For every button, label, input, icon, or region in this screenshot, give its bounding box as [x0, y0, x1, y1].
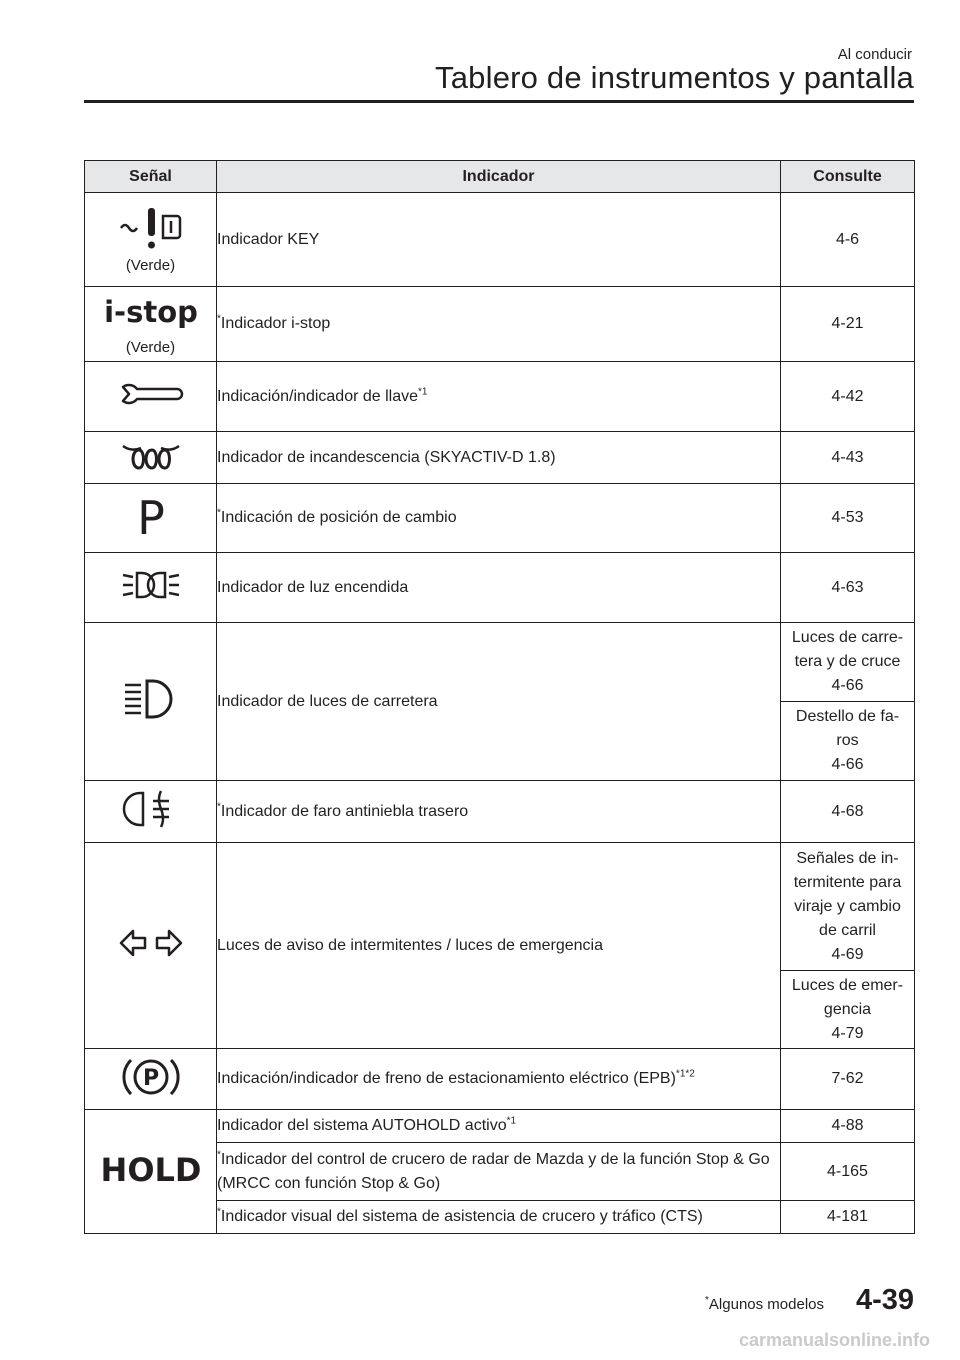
reference-page: 4-42	[781, 362, 915, 432]
table-row	[85, 781, 915, 843]
footnote-marker: *1	[506, 1115, 517, 1127]
shift-position-p-text: P	[136, 490, 165, 545]
header-divider	[84, 100, 914, 103]
reference-page: 4-66	[831, 677, 864, 694]
rear-fog-icon	[123, 787, 179, 831]
indicator-name: Indicador i-stop	[220, 315, 331, 332]
footnote-star: *	[217, 801, 221, 813]
high-beam-icon	[119, 677, 183, 721]
hold-icon-text: HOLD	[100, 1151, 201, 1189]
section-label: Al conducir	[837, 46, 912, 63]
column-header-consult: Consulte	[781, 161, 915, 193]
indicator-name: Luces de aviso de intermitentes / luces de emergencia	[217, 843, 781, 1049]
footnote-marker: *1*2	[675, 1068, 695, 1080]
reference-page: 4-63	[781, 553, 915, 623]
table-row	[85, 1049, 915, 1110]
reference-page: 4-69	[831, 945, 864, 963]
footnote-star: *	[217, 1149, 221, 1161]
footnote-marker: *1	[418, 386, 428, 398]
indicator-name: Indicador de luz encendida	[217, 553, 781, 623]
wrench-icon	[119, 379, 183, 409]
footnote-star: *	[705, 1295, 709, 1306]
indicator-name: Indicador del sistema AUTOHOLD activo	[217, 1117, 507, 1134]
reference-page: 4-6	[781, 193, 915, 287]
table-row	[85, 623, 915, 702]
footnote-star: *	[217, 313, 221, 325]
lights-on-icon	[119, 565, 183, 605]
reference-page: 4-68	[781, 781, 915, 843]
indicator-name: Indicador del control de crucero de radar de Mazda y de la función Stop & Go (MRCC con función Stop & Go)	[217, 1150, 770, 1192]
icon-color-note: (Verde)	[125, 339, 176, 356]
footnote-text: Algunos modelos	[708, 1296, 824, 1313]
indicator-name: Indicador visual del sistema de asistencia de crucero y tráfico (CTS)	[220, 1208, 703, 1225]
table-row	[85, 1110, 915, 1143]
table-row	[85, 553, 915, 623]
page-number: 4-39	[855, 1284, 914, 1316]
indicator-name: Indicador de faro antiniebla trasero	[220, 802, 469, 820]
reference-page: 4-79	[831, 1024, 864, 1042]
reference-page: 7-62	[781, 1049, 915, 1110]
table-row	[85, 843, 915, 971]
column-header-signal: Señal	[85, 161, 217, 193]
footnote-star: *	[217, 507, 221, 519]
turn-signal-icon	[117, 926, 185, 960]
watermark: carmanualsonline.info	[738, 1330, 930, 1350]
reference-label: Luces de emer- gencia	[791, 976, 904, 1018]
table-row	[85, 287, 915, 362]
electric-parking-brake-icon	[119, 1054, 183, 1100]
reference-page: 4-53	[781, 484, 915, 553]
reference-page: 4-21	[781, 287, 915, 362]
table-row	[85, 193, 915, 287]
indicator-name: Indicador de incandescencia (SKYACTIV-D 1.8)	[217, 432, 781, 484]
reference-label: Señales de in- termitente para viraje y cambio de carril	[793, 849, 902, 939]
shift-position-p-icon	[131, 490, 171, 545]
icon-color-note: (Verde)	[125, 256, 176, 274]
table-row	[85, 484, 915, 553]
indicator-name: Indicación/indicador de llave	[217, 387, 419, 405]
reference-page: 4-66	[831, 756, 864, 773]
parking-brake-p-text: P	[142, 1065, 159, 1091]
glow-plug-icon	[119, 438, 183, 472]
indicator-table	[84, 160, 915, 1234]
indicator-name: Indicador KEY	[217, 193, 781, 287]
reference-label: Destello de fa- ros	[795, 708, 900, 749]
i-stop-icon-text: i-stop	[103, 295, 198, 329]
table-row	[85, 432, 915, 484]
footnote-legend	[624, 1296, 824, 1313]
key-warning-icon	[117, 206, 185, 250]
i-stop-icon	[103, 292, 198, 332]
reference-label: Luces de carre- tera y de cruce	[791, 629, 904, 670]
reference-page: 4-88	[781, 1110, 915, 1143]
reference-page: 4-181	[781, 1201, 915, 1234]
footnote-star: *	[217, 1206, 221, 1218]
table-header-row	[85, 161, 915, 193]
indicator-name: Indicación/indicador de freno de estacionamiento eléctrico (EPB)	[217, 1070, 676, 1087]
indicator-name: Indicador de luces de carretera	[217, 623, 781, 781]
table-row	[85, 362, 915, 432]
reference-page: 4-165	[781, 1143, 915, 1201]
hold-icon	[100, 1149, 201, 1189]
column-header-indicator: Indicador	[217, 161, 781, 193]
page-title: Tablero de instrumentos y pantalla	[435, 60, 914, 95]
indicator-name: Indicación de posición de cambio	[220, 509, 457, 526]
reference-page: 4-43	[781, 432, 915, 484]
